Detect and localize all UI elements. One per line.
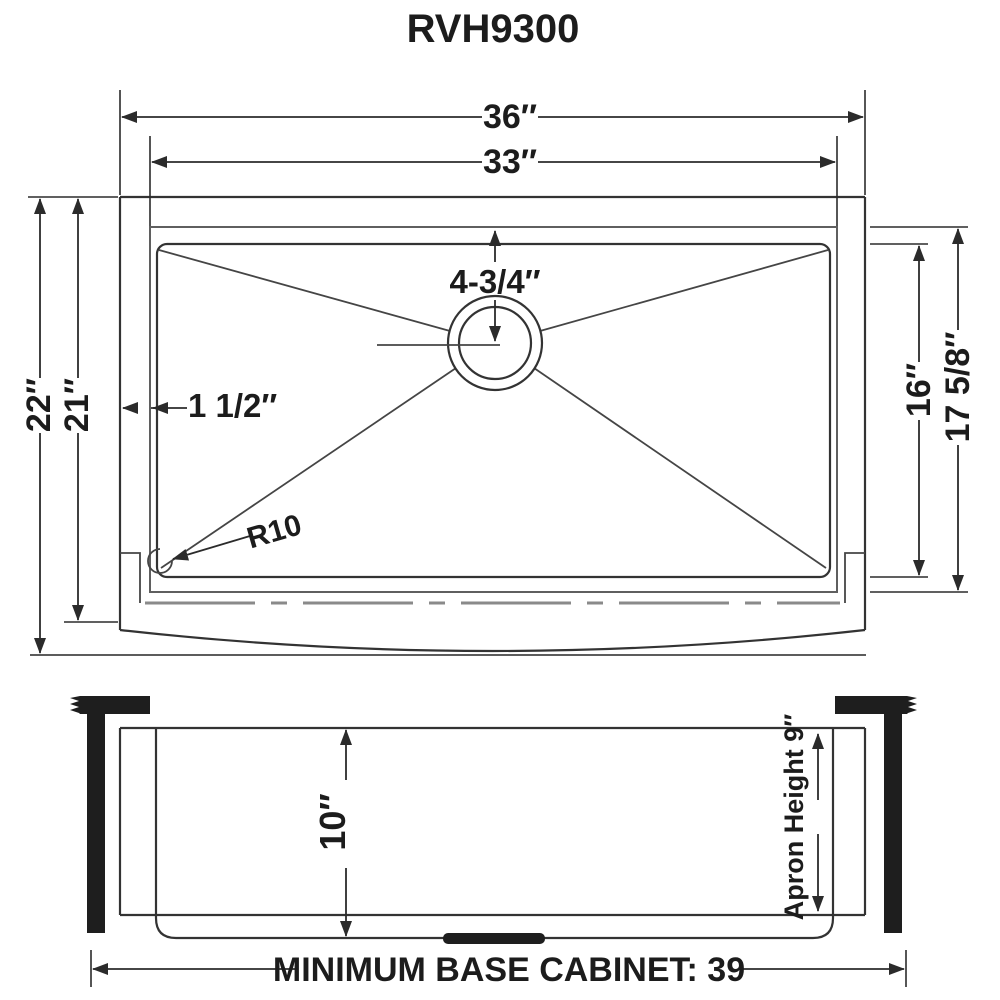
slope-line-bottom-right (534, 368, 826, 568)
dim-label-bowl-depth: 10″ (312, 793, 353, 851)
dim-label-bowl-width: 33″ (482, 143, 538, 181)
drain-boss (443, 933, 545, 944)
dim-label-drain-offset: 4-3/4″ (449, 263, 541, 300)
slope-line-top-right (540, 250, 828, 331)
dim-label-base-cabinet: MINIMUM BASE CABINET: 39 (272, 951, 746, 989)
model-title: RVH9300 (406, 7, 580, 51)
apron-step-left (120, 553, 140, 603)
apron-bow-curve (120, 630, 865, 651)
leader-corner-radius (173, 536, 250, 559)
dim-label-rim-depth: 21″ (58, 377, 96, 433)
dim-label-rim-offset: 1 1/2″ (188, 387, 278, 424)
cabinet-side-right (884, 714, 902, 933)
dim-label-overall-depth: 22″ (20, 377, 58, 433)
corner-radius-arc (148, 549, 172, 573)
dim-label-bowl-outer-depth: 17 5/8″ (939, 331, 977, 443)
dim-label-corner-radius: R10 (243, 508, 306, 556)
dim-label-apron-height: Apron Height 9″ (779, 713, 809, 921)
top-view (20, 90, 977, 655)
countertop-break-right (835, 696, 917, 714)
front-view (70, 696, 917, 989)
apron-step-right (845, 553, 865, 603)
bowl-profile (156, 728, 833, 938)
countertop-break-left (70, 696, 150, 714)
dim-label-bowl-inner-depth: 16″ (900, 362, 938, 418)
cabinet-side-left (87, 714, 105, 933)
slope-line-top-left (159, 250, 450, 331)
dim-label-overall-width: 36″ (482, 98, 538, 136)
